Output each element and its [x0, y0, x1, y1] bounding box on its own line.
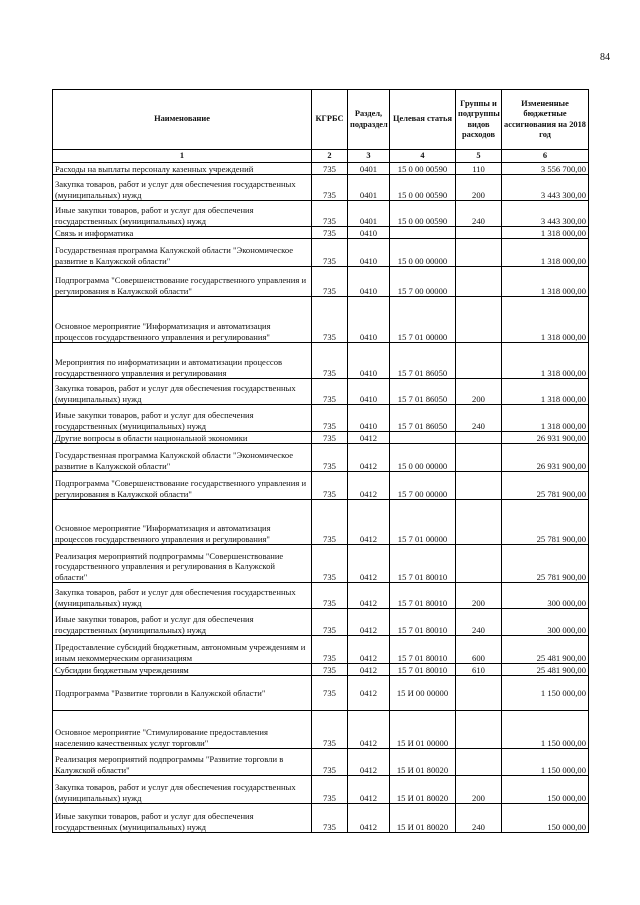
row-kgrbs: 735	[312, 227, 348, 239]
row-allocation: 1 318 000,00	[502, 239, 589, 267]
row-target-article: 15 7 00 00000	[390, 472, 456, 500]
row-allocation: 26 931 900,00	[502, 444, 589, 472]
row-name: Закупка товаров, работ и услуг для обеспечения государственных (муниципальных) нужд	[53, 583, 312, 609]
row-kgrbs: 735	[312, 444, 348, 472]
table-row	[53, 444, 589, 472]
row-expense-type: 200	[456, 776, 502, 804]
row-name: Иные закупки товаров, работ и услуг для обеспечения государственных (муниципальных) нужд	[53, 609, 312, 636]
column-header-expense-type: Группы и подгруппы видов расходов	[456, 90, 502, 150]
row-name: Государственная программа Калужской области "Экономическое развитие в Калужской области"	[53, 444, 312, 472]
row-expense-type	[456, 500, 502, 545]
row-section: 0412	[348, 500, 390, 545]
row-name: Основное мероприятие "Информатизация и автоматизация процессов государственного управления и регулирования"	[53, 297, 312, 343]
row-allocation: 300 000,00	[502, 609, 589, 636]
row-kgrbs: 735	[312, 583, 348, 609]
row-name: Иные закупки товаров, работ и услуг для обеспечения государственных (муниципальных) нужд	[53, 201, 312, 227]
row-section: 0412	[348, 711, 390, 749]
row-allocation: 25 781 900,00	[502, 545, 589, 583]
row-target-article: 15 7 00 00000	[390, 267, 456, 297]
row-kgrbs: 735	[312, 776, 348, 804]
row-name: Субсидии бюджетным учреждениям	[53, 664, 312, 676]
page-number: 84	[600, 52, 610, 63]
row-name: Подпрограмма "Развитие торговли в Калужской области"	[53, 676, 312, 711]
row-section: 0401	[348, 175, 390, 201]
row-name: Предоставление субсидий бюджетным, автономным учреждениям и иным некоммерческим организациям	[53, 636, 312, 664]
row-expense-type: 240	[456, 609, 502, 636]
row-section: 0412	[348, 583, 390, 609]
row-kgrbs: 735	[312, 609, 348, 636]
row-target-article: 15 И 00 00000	[390, 676, 456, 711]
row-target-article: 15 И 01 00000	[390, 711, 456, 749]
table-row	[53, 239, 589, 267]
table-row	[53, 500, 589, 545]
row-allocation: 3 443 300,00	[502, 201, 589, 227]
row-allocation: 3 443 300,00	[502, 175, 589, 201]
table-row	[53, 676, 589, 711]
row-section: 0410	[348, 343, 390, 379]
row-name: Иные закупки товаров, работ и услуг для обеспечения государственных (муниципальных) нужд	[53, 804, 312, 833]
table-row	[53, 201, 589, 227]
row-section: 0412	[348, 545, 390, 583]
row-expense-type	[456, 545, 502, 583]
row-name: Закупка товаров, работ и услуг для обеспечения государственных (муниципальных) нужд	[53, 175, 312, 201]
row-target-article: 15 7 01 80010	[390, 636, 456, 664]
row-target-article	[390, 227, 456, 239]
row-kgrbs: 735	[312, 500, 348, 545]
row-section: 0410	[348, 379, 390, 405]
table-row	[53, 175, 589, 201]
row-expense-type	[456, 472, 502, 500]
row-section: 0412	[348, 804, 390, 833]
table-row	[53, 711, 589, 749]
row-name: Расходы на выплаты персоналу казенных учреждений	[53, 163, 312, 175]
row-target-article: 15 7 01 86050	[390, 343, 456, 379]
row-section: 0412	[348, 636, 390, 664]
row-section: 0410	[348, 239, 390, 267]
row-target-article: 15 И 01 80020	[390, 776, 456, 804]
column-number: 6	[502, 150, 589, 163]
table-row	[53, 636, 589, 664]
table-row	[53, 545, 589, 583]
row-target-article: 15 7 01 80010	[390, 545, 456, 583]
row-allocation: 25 781 900,00	[502, 472, 589, 500]
row-allocation: 25 781 900,00	[502, 500, 589, 545]
row-section: 0410	[348, 227, 390, 239]
row-section: 0412	[348, 444, 390, 472]
row-kgrbs: 735	[312, 267, 348, 297]
column-number: 5	[456, 150, 502, 163]
row-kgrbs: 735	[312, 175, 348, 201]
row-kgrbs: 735	[312, 239, 348, 267]
row-kgrbs: 735	[312, 711, 348, 749]
row-allocation: 150 000,00	[502, 804, 589, 833]
row-expense-type: 200	[456, 175, 502, 201]
row-expense-type: 610	[456, 664, 502, 676]
row-kgrbs: 735	[312, 405, 348, 432]
column-number: 4	[390, 150, 456, 163]
row-expense-type: 240	[456, 405, 502, 432]
row-kgrbs: 735	[312, 343, 348, 379]
row-expense-type: 600	[456, 636, 502, 664]
row-expense-type	[456, 297, 502, 343]
row-target-article: 15 7 01 86050	[390, 379, 456, 405]
row-expense-type: 240	[456, 201, 502, 227]
column-number: 1	[53, 150, 312, 163]
row-section: 0410	[348, 267, 390, 297]
row-expense-type	[456, 432, 502, 444]
row-kgrbs: 735	[312, 636, 348, 664]
row-section: 0412	[348, 472, 390, 500]
row-allocation: 1 318 000,00	[502, 227, 589, 239]
row-allocation: 1 318 000,00	[502, 379, 589, 405]
row-target-article: 15 7 01 80010	[390, 664, 456, 676]
row-target-article: 15 0 00 00000	[390, 444, 456, 472]
column-header-kgrbs: КГРБС	[312, 90, 348, 150]
row-allocation: 3 556 700,00	[502, 163, 589, 175]
row-kgrbs: 735	[312, 432, 348, 444]
row-kgrbs: 735	[312, 749, 348, 776]
row-kgrbs: 735	[312, 163, 348, 175]
row-allocation: 1 150 000,00	[502, 711, 589, 749]
row-allocation: 1 318 000,00	[502, 297, 589, 343]
row-expense-type	[456, 444, 502, 472]
row-section: 0412	[348, 664, 390, 676]
row-section: 0410	[348, 297, 390, 343]
row-expense-type: 200	[456, 583, 502, 609]
row-section: 0401	[348, 163, 390, 175]
column-number-row	[53, 150, 589, 163]
row-name: Другие вопросы в области национальной экономики	[53, 432, 312, 444]
row-target-article: 15 7 01 80010	[390, 609, 456, 636]
row-target-article: 15 0 00 00590	[390, 175, 456, 201]
row-section: 0401	[348, 201, 390, 227]
row-allocation: 26 931 900,00	[502, 432, 589, 444]
table-row	[53, 749, 589, 776]
row-target-article	[390, 432, 456, 444]
row-name: Связь и информатика	[53, 227, 312, 239]
row-expense-type: 200	[456, 379, 502, 405]
row-target-article: 15 7 01 86050	[390, 405, 456, 432]
table-row	[53, 472, 589, 500]
row-name: Подпрограмма "Совершенствование государственного управления и регулирования в Калужской области"	[53, 267, 312, 297]
row-name: Государственная программа Калужской области "Экономическое развитие в Калужской области"	[53, 239, 312, 267]
row-allocation: 1 318 000,00	[502, 343, 589, 379]
row-allocation: 25 481 900,00	[502, 636, 589, 664]
row-section: 0412	[348, 609, 390, 636]
row-kgrbs: 735	[312, 379, 348, 405]
row-target-article: 15 И 01 80020	[390, 804, 456, 833]
row-target-article: 15 0 00 00590	[390, 163, 456, 175]
table-row	[53, 776, 589, 804]
row-name: Закупка товаров, работ и услуг для обеспечения государственных (муниципальных) нужд	[53, 379, 312, 405]
column-header-section: Раздел, подраздел	[348, 90, 390, 150]
row-expense-type	[456, 676, 502, 711]
row-kgrbs: 735	[312, 472, 348, 500]
row-name: Основное мероприятие "Стимулирование предоставления населению качественных услуг торговли"	[53, 711, 312, 749]
table-row	[53, 267, 589, 297]
row-name: Мероприятия по информатизации и автоматизации процессов государственного управления и регулирования	[53, 343, 312, 379]
row-target-article: 15 0 00 00000	[390, 239, 456, 267]
column-number: 3	[348, 150, 390, 163]
row-allocation: 150 000,00	[502, 776, 589, 804]
table-row	[53, 664, 589, 676]
row-name: Основное мероприятие "Информатизация и автоматизация процессов государственного управления и регулирования"	[53, 500, 312, 545]
row-section: 0412	[348, 776, 390, 804]
row-expense-type	[456, 227, 502, 239]
row-kgrbs: 735	[312, 201, 348, 227]
row-section: 0412	[348, 676, 390, 711]
row-section: 0410	[348, 405, 390, 432]
row-kgrbs: 735	[312, 664, 348, 676]
row-target-article: 15 И 01 80020	[390, 749, 456, 776]
column-header-name: Наименование	[53, 90, 312, 150]
row-name: Реализация мероприятий подпрограммы "Развитие торговли в Калужской области"	[53, 749, 312, 776]
table-row	[53, 804, 589, 833]
row-expense-type	[456, 749, 502, 776]
row-expense-type: 110	[456, 163, 502, 175]
table-row	[53, 379, 589, 405]
row-target-article: 15 0 00 00590	[390, 201, 456, 227]
row-name: Закупка товаров, работ и услуг для обеспечения государственных (муниципальных) нужд	[53, 776, 312, 804]
row-expense-type	[456, 267, 502, 297]
row-kgrbs: 735	[312, 804, 348, 833]
row-expense-type	[456, 239, 502, 267]
table-row	[53, 609, 589, 636]
row-name: Реализация мероприятий подпрограммы "Совершенствование государственного управления и регулирования в Калужской области"	[53, 545, 312, 583]
row-target-article: 15 7 01 00000	[390, 500, 456, 545]
row-allocation: 1 318 000,00	[502, 267, 589, 297]
table-row	[53, 583, 589, 609]
row-name: Подпрограмма "Совершенствование государственного управления и регулирования в Калужской области"	[53, 472, 312, 500]
table-row	[53, 227, 589, 239]
table-header-row	[53, 90, 589, 150]
column-header-target-article: Целевая статья	[390, 90, 456, 150]
row-allocation: 1 150 000,00	[502, 749, 589, 776]
row-name: Иные закупки товаров, работ и услуг для обеспечения государственных (муниципальных) нужд	[53, 405, 312, 432]
table-row	[53, 297, 589, 343]
row-allocation: 300 000,00	[502, 583, 589, 609]
row-expense-type	[456, 711, 502, 749]
row-allocation: 1 150 000,00	[502, 676, 589, 711]
row-allocation: 25 481 900,00	[502, 664, 589, 676]
table-row	[53, 343, 589, 379]
table-row	[53, 432, 589, 444]
row-expense-type	[456, 343, 502, 379]
row-expense-type: 240	[456, 804, 502, 833]
row-allocation: 1 318 000,00	[502, 405, 589, 432]
row-kgrbs: 735	[312, 676, 348, 711]
row-section: 0412	[348, 432, 390, 444]
row-target-article: 15 7 01 80010	[390, 583, 456, 609]
row-kgrbs: 735	[312, 297, 348, 343]
budget-table	[52, 89, 589, 833]
table-row	[53, 163, 589, 175]
row-target-article: 15 7 01 00000	[390, 297, 456, 343]
column-number: 2	[312, 150, 348, 163]
row-kgrbs: 735	[312, 545, 348, 583]
table-row	[53, 405, 589, 432]
column-header-allocation: Измененные бюджетные ассигнования на 2018 год	[502, 90, 589, 150]
row-section: 0412	[348, 749, 390, 776]
